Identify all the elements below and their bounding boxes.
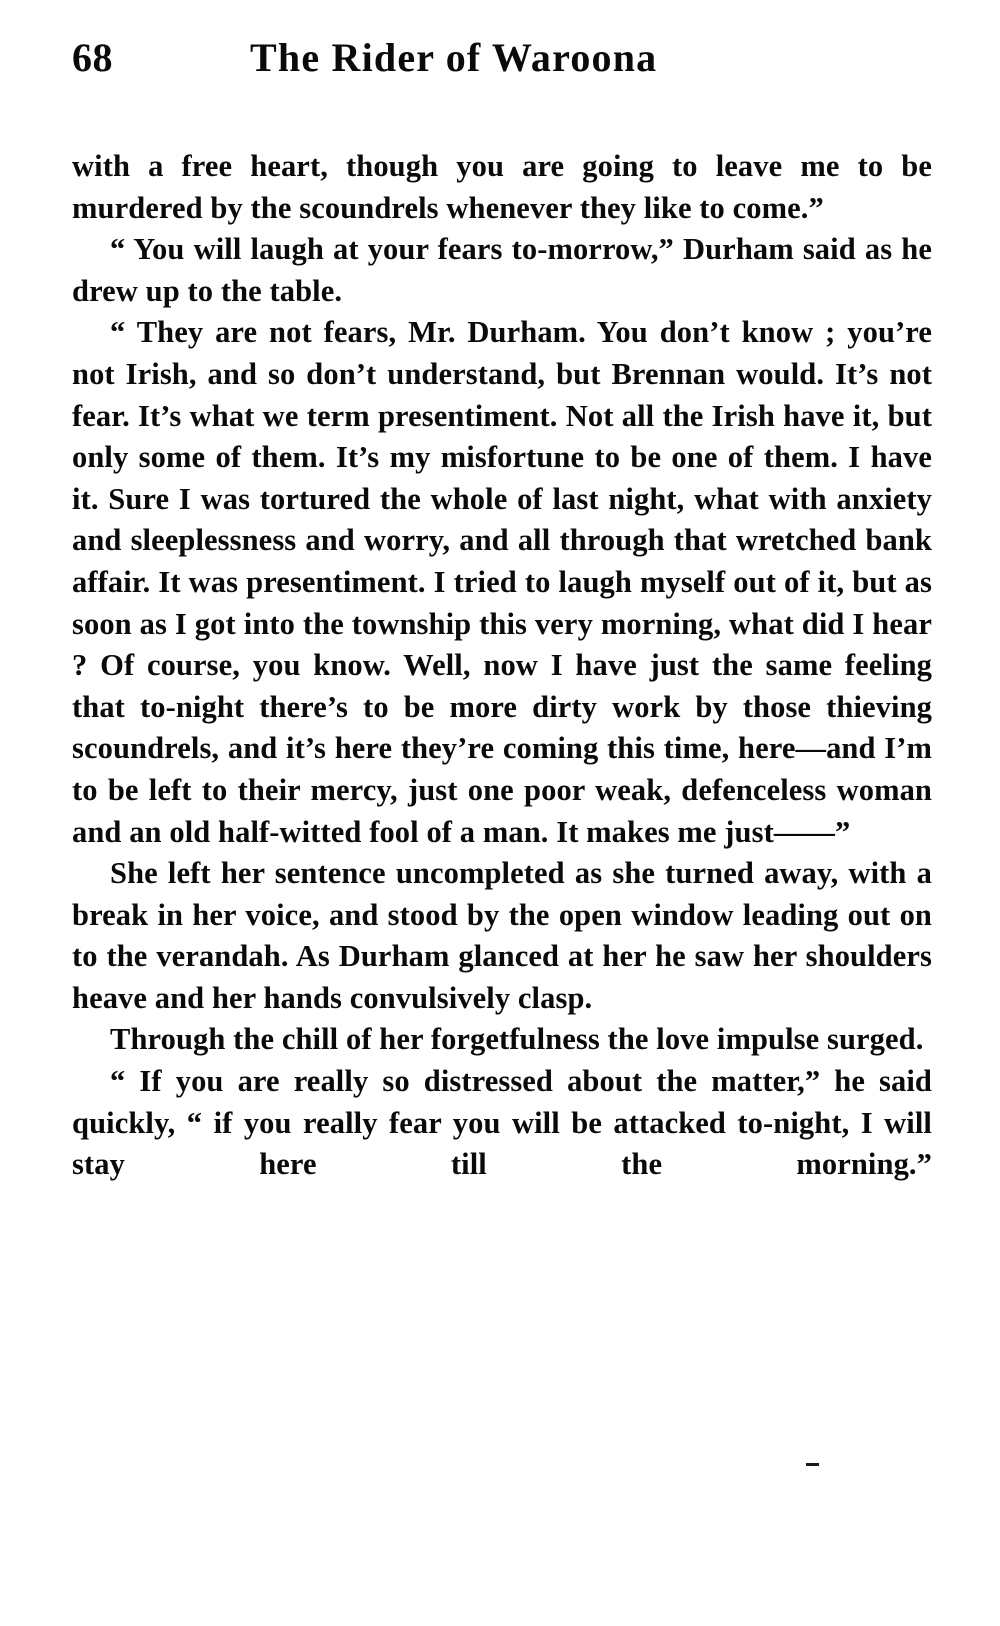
- page-number: 68: [72, 35, 113, 80]
- paragraph: with a free heart, though you are going to leave me to be murdered by the scoundrels whenever they like to come.”: [72, 149, 932, 225]
- page-body: [72, 146, 932, 1186]
- paragraph: She left her sentence uncompleted as she turned away, with a break in her voice, and stood by the open window leading out on to the verandah. As Durham glanced at her he saw her shoulders heave and her hands convulsively clasp.: [72, 856, 932, 1015]
- page-artifact-mark: [806, 1463, 819, 1466]
- paragraph: “ You will laugh at your fears to-morrow,” Durham said as he drew up to the table.: [72, 232, 932, 308]
- paragraph: “ If you are really so distressed about the matter,” he said quickly, “ if you really fear you will be attacked to-night, I will stay here till the morning.”: [72, 1064, 932, 1182]
- running-head: [72, 35, 932, 100]
- paragraph: “ They are not fears, Mr. Durham. You don’t know ; you’re not Irish, and so don’t understand, but Brennan would. It’s not fear. It’s what we term presentiment. Not all the Irish have it, but only some of them. It’s my misfortune to be one of them. I have it. Sure I was tortured the whole of last night, what with anxiety and sleeplessness and worry, and all through that wretched bank affair. It was presentiment. I tried to laugh myself out of it, but as soon as I got into the township this very morning, what did I hear ? Of course, you know. Well, now I have just the same feeling that to-night there’s to be more dirty work by those thieving scoundrels, and it’s here they’re coming this time, here—and I’m to be left to their mercy, just one poor weak, defenceless woman and an old half-witted fool of a man. It makes me just——”: [72, 315, 932, 849]
- running-title: The Rider of Waroona: [250, 35, 658, 80]
- paragraph: Through the chill of her forgetfulness the love impulse surged.: [110, 1022, 924, 1057]
